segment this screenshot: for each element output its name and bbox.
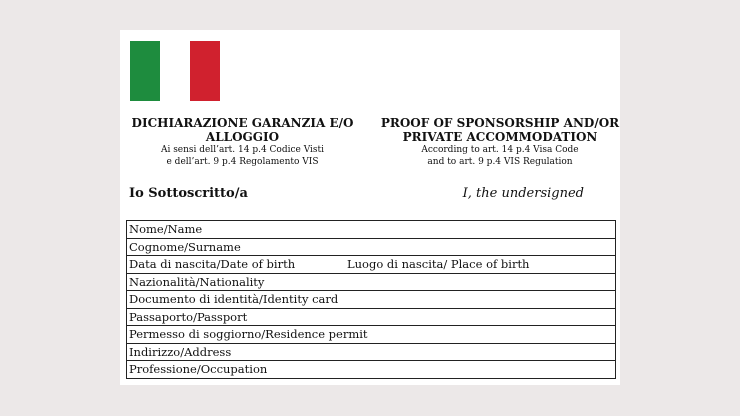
form-label-residence-permit: Permesso di soggiorno/Residence permit	[129, 327, 368, 341]
italian-flag-icon	[130, 41, 220, 101]
form-label-passport: Passaporto/Passport	[129, 309, 248, 324]
undersigned-label-english: I, the undersigned	[462, 186, 584, 201]
flag-green-band	[130, 41, 160, 101]
form-row-date-of-birth[interactable]	[127, 256, 615, 274]
form-row-residence-permit[interactable]	[127, 326, 615, 344]
form-row-address[interactable]	[127, 344, 615, 362]
heading-italian-title-line1: DICHIARAZIONE GARANZIA E/O	[131, 116, 354, 130]
heading-english	[380, 116, 620, 168]
heading-english-title-line1: PROOF OF SPONSORSHIP AND/OR	[380, 116, 620, 130]
document-page	[120, 30, 620, 385]
form-row-nationality[interactable]	[127, 274, 615, 292]
heading-italian-sub-line2: e dell’art. 9 p.4 Regolamento VIS	[166, 157, 319, 167]
heading-italian-sub-line1: Ai sensi dell’art. 14 p.4 Codice Visti	[160, 145, 325, 155]
personal-details-form	[126, 220, 616, 379]
flag-white-band	[160, 41, 190, 101]
form-label-date-of-birth: Data di nascita/Date of birth	[129, 257, 296, 271]
heading-italian-title-line2: ALLOGGIO	[205, 130, 280, 144]
form-row-surname[interactable]	[127, 239, 615, 257]
heading-italian	[120, 116, 365, 168]
heading-english-sub-line1: According to art. 14 p.4 Visa Code	[421, 145, 579, 155]
form-row-passport[interactable]	[127, 309, 615, 327]
heading-english-sub-line2: and to art. 9 p.4 VIS Regulation	[427, 157, 573, 167]
form-row-occupation[interactable]	[127, 361, 615, 379]
form-label-address: Indirizzo/Address	[129, 344, 232, 359]
flag-red-band	[190, 41, 220, 101]
form-label-nationality: Nazionalità/Nationality	[129, 274, 265, 289]
form-row-identity-card[interactable]	[127, 291, 615, 309]
form-label-name: Nome/Name	[129, 222, 203, 236]
form-label-surname: Cognome/Surname	[129, 239, 241, 254]
form-row-name[interactable]	[127, 221, 615, 239]
undersigned-label-italian: Io Sottoscritto/a	[129, 186, 248, 201]
form-label-occupation: Professione/Occupation	[129, 362, 268, 376]
heading-english-title-line2: PRIVATE ACCOMMODATION	[402, 130, 598, 144]
form-label-identity-card: Documento di identità/Identity card	[129, 292, 339, 306]
form-label-place-of-birth: Luogo di nascita/ Place of birth	[347, 257, 530, 271]
